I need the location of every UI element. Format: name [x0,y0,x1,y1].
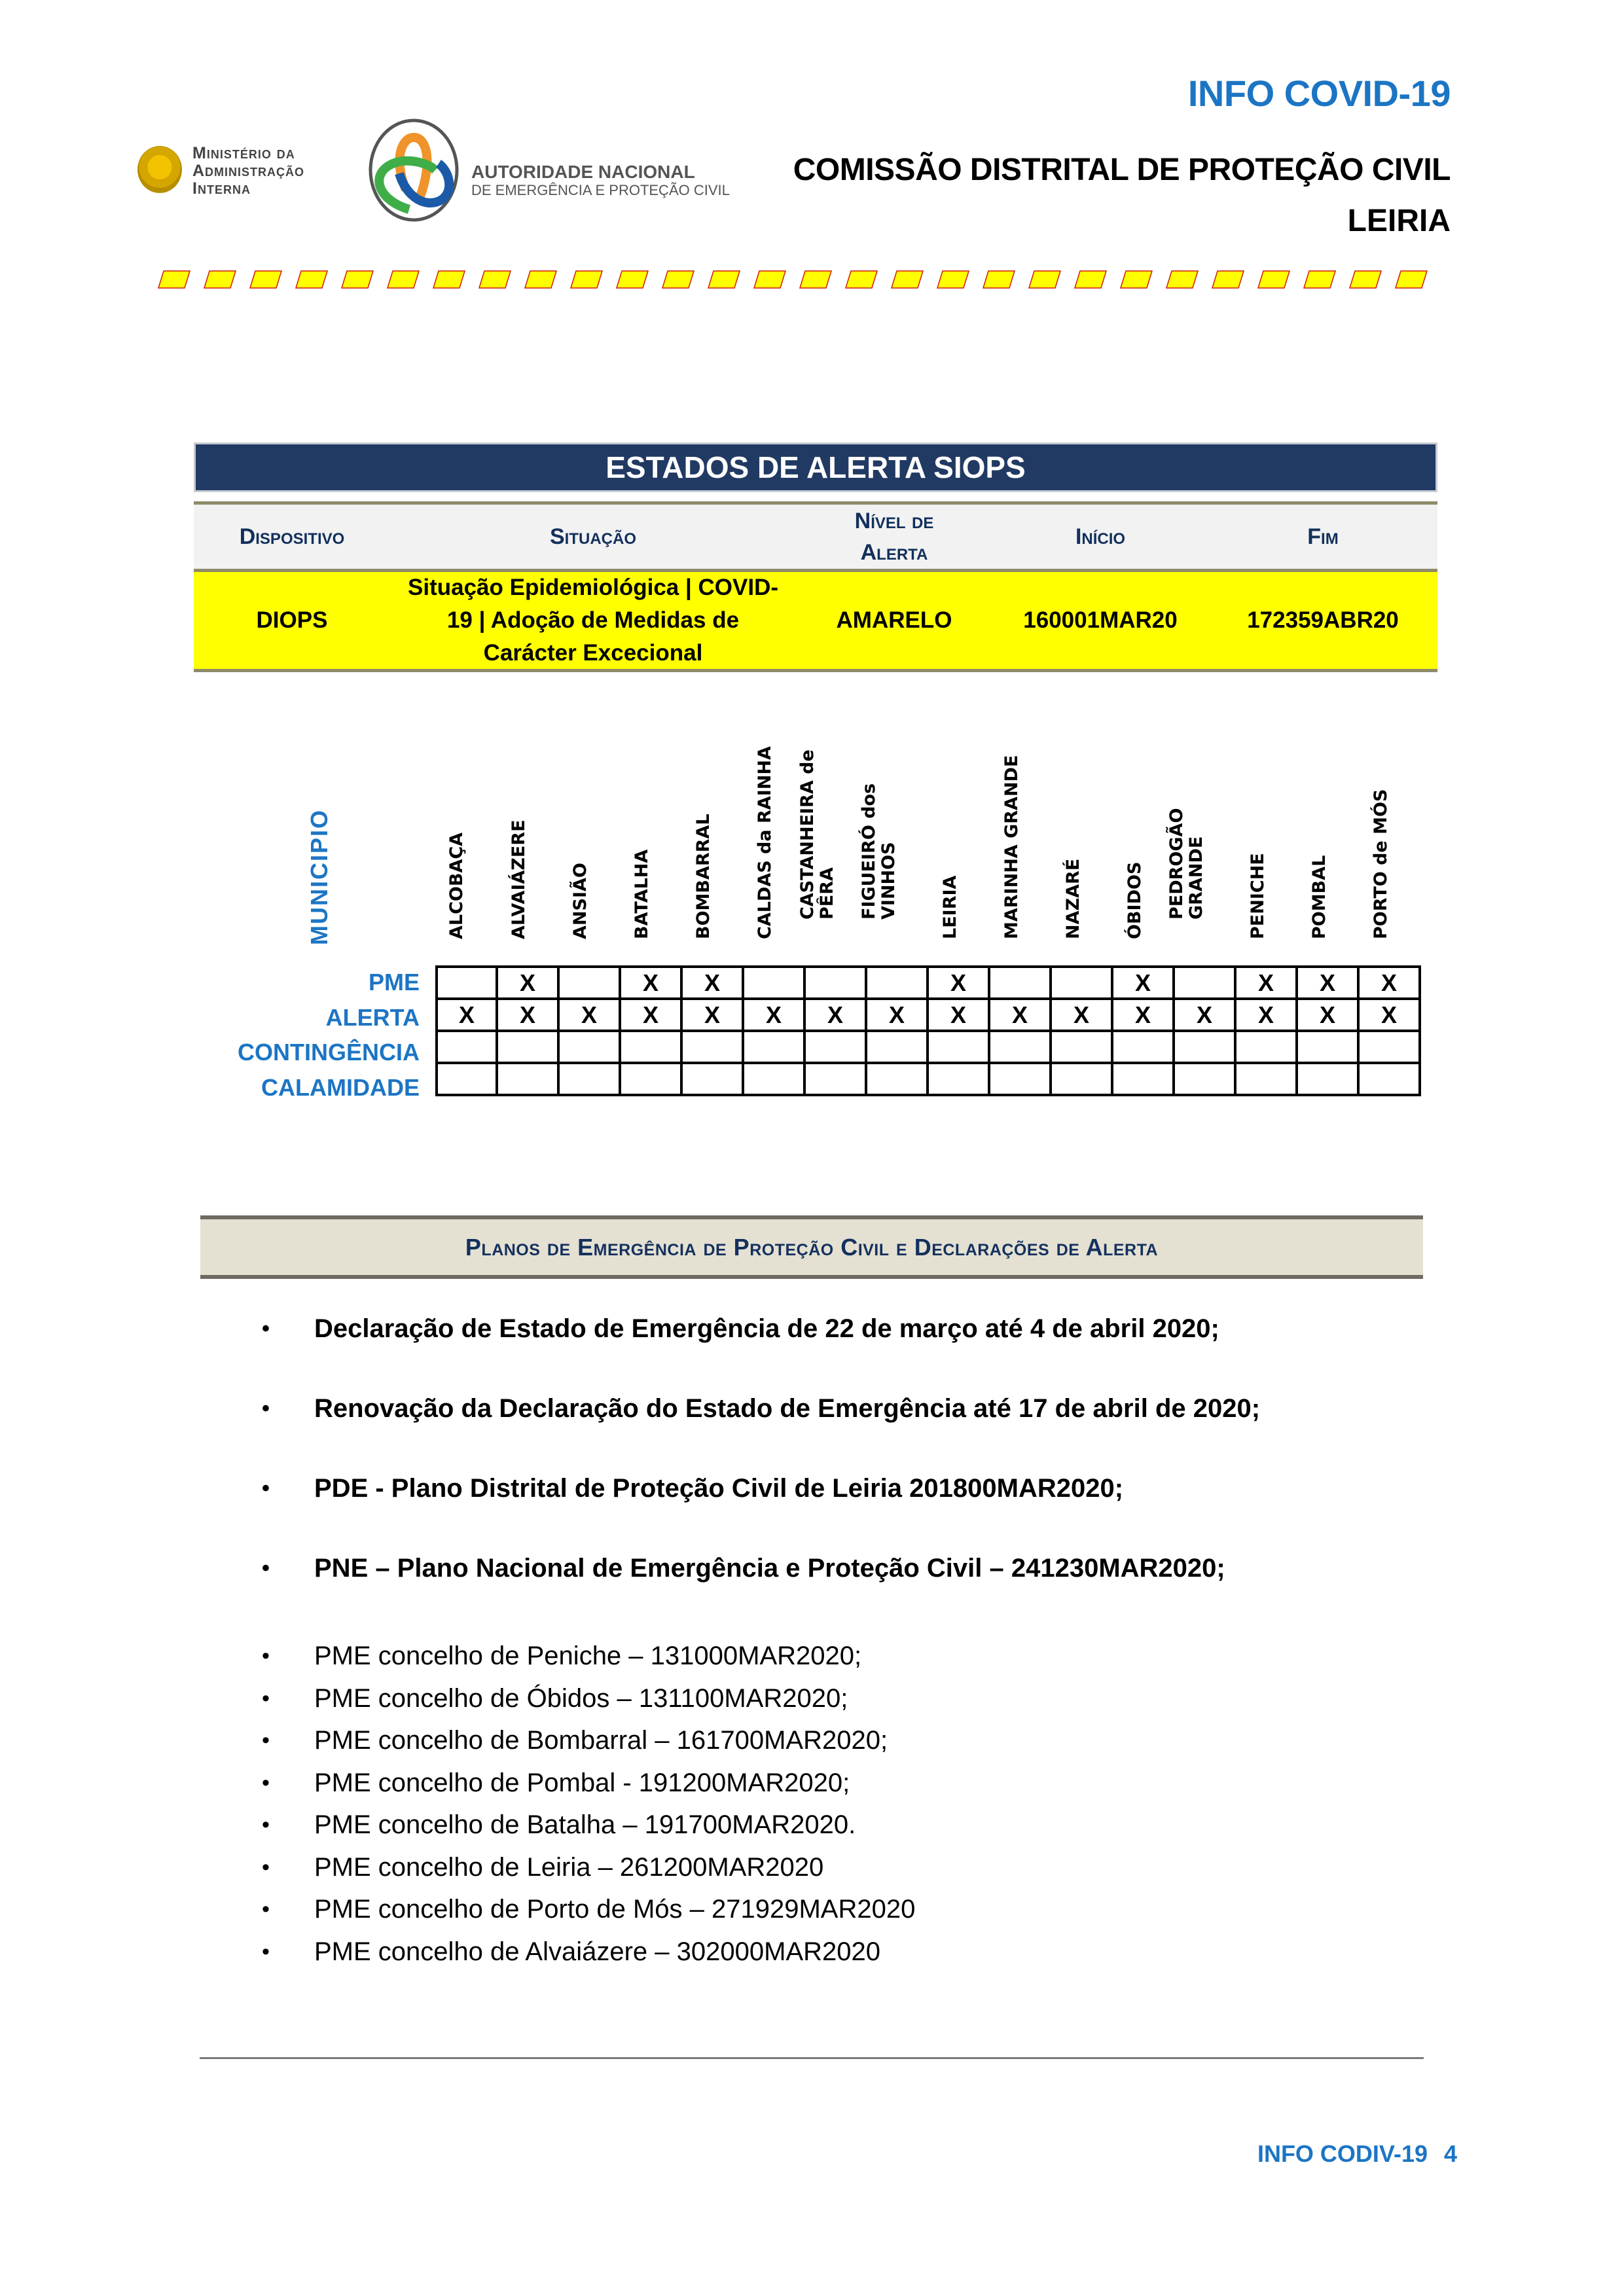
pme-text: PME concelho de Porto de Mós – 271929MAR2020 [314,1895,916,1924]
coat-of-arms-icon [137,146,182,193]
column-header [498,766,560,959]
siops-alert-table [194,442,1437,672]
grid-cell [1051,1063,1112,1095]
column-header-label: BOMBARRAL [693,814,714,939]
siops-title: ESTADOS DE ALERTA SIOPS [194,442,1437,492]
grid-cell: X [558,999,620,1031]
column-header [435,766,498,959]
grid-cell [743,1063,804,1095]
header-situacao: Situação [549,524,636,549]
header-inicio: Início [1075,524,1126,549]
declaration-text: PDE - Plano Distrital de Proteção Civil de Leiria 201800MAR2020; [314,1474,1124,1503]
planos-title: Planos de Emergência de Proteção Civil e Declarações de Alerta [465,1233,1159,1261]
siops-header-row [194,505,1437,572]
grid-cell: X [1174,999,1235,1031]
pme-item [262,1636,1440,1679]
hazard-stripe [754,271,785,288]
grid-cell [1235,1063,1297,1095]
grid-cell [497,1031,558,1063]
hazard-stripe [433,271,465,288]
grid-cell [866,1063,928,1095]
grid-cell [1112,1063,1174,1095]
pme-text: PME concelho de Óbidos – 131100MAR2020; [314,1683,848,1713]
grid-cell: X [928,967,989,999]
column-header [1053,766,1114,959]
pme-item [262,1679,1440,1721]
grid-cell: X [681,967,743,999]
hazard-stripe [1075,271,1106,288]
situacao-line: 19 | Adoção de Medidas de [446,607,740,633]
column-header-label: ANSIÃO [570,863,591,939]
column-header [1237,766,1299,959]
column-header-label: FIGUEIRÓ dos VINHOS [858,783,899,920]
bullet-icon: • [262,1396,270,1421]
column-header-label: ALVAIÁZERE [509,819,530,939]
info-covid-title: INFO COVID-19 [1187,73,1451,114]
grid-cell [866,1031,928,1063]
grid-cell: X [804,999,866,1031]
grid-cell: X [1358,999,1420,1031]
column-header-label: PORTO de MÓS [1371,789,1392,939]
grid-cell [1235,1031,1297,1063]
hazard-stripe [1121,271,1152,288]
grid-row [437,1063,1420,1095]
grid-cell [620,1031,681,1063]
column-header-label: MARINHA GRANDE [1001,755,1022,939]
grid-cell [558,1031,620,1063]
page-number: 4 [1443,2140,1457,2167]
grid-cell: X [989,999,1051,1031]
grid-cell [620,1063,681,1095]
hazard-stripe [1212,271,1244,288]
hazard-stripe [892,271,923,288]
grid-cell [1297,1031,1358,1063]
column-header-label: PEDROGÃO GRANDE [1166,808,1207,920]
bullet-icon: • [262,1728,270,1753]
municipality-status-grid [435,965,1421,1096]
column-header-label: LEIRIA [939,875,960,939]
logo-anepc [367,118,733,223]
bullet-icon: • [262,1770,270,1795]
column-header-label: ÓBIDOS [1125,861,1146,939]
row-label: CONTINGÊNCIA [238,1039,420,1066]
grid-cell [804,1031,866,1063]
municipio-label [293,808,346,946]
header-nivel-alerta [796,505,992,569]
hazard-stripe [525,271,556,288]
hazard-stripe [388,271,419,288]
grid-cell: X [1112,999,1174,1031]
grid-cell [681,1063,743,1095]
hazard-stripe [1258,271,1290,288]
header-fim: Fim [1307,524,1339,549]
declaration-item [262,1549,1440,1628]
grid-cell [1358,1031,1420,1063]
pme-item [262,1890,1440,1932]
pme-item [262,1721,1440,1763]
cell-situacao [390,572,796,669]
pme-item [262,1805,1440,1848]
footer-divider [200,2057,1424,2059]
column-header-label: ALCOBAÇA [446,832,467,939]
hazard-stripe [1166,271,1198,288]
planos-section-header [200,1215,1423,1279]
bullet-icon: • [262,1897,270,1922]
grid-cell [1051,967,1112,999]
column-header-label: PENICHE [1248,853,1269,939]
hazard-stripe [983,271,1015,288]
declaration-item [262,1469,1440,1549]
grid-cell: X [928,999,989,1031]
declaration-text: Declaração de Estado de Emergência de 22 de março até 4 de abril 2020; [314,1314,1219,1343]
column-header [621,766,683,959]
grid-cell [1051,1031,1112,1063]
logo-mai-line: Administração [192,162,305,180]
grid-cell: X [866,999,928,1031]
grid-cell: X [1112,967,1174,999]
grid-cell [437,967,497,999]
declaration-item [262,1309,1440,1389]
grid-cell: X [497,999,558,1031]
grid-cell [743,967,804,999]
grid-cell: X [620,967,681,999]
grid-cell [558,1063,620,1095]
hazard-stripe [662,271,694,288]
grid-cell: X [1358,967,1420,999]
declaration-item [262,1389,1440,1469]
grid-cell [437,1063,497,1095]
logo-mai-line: Ministério da [192,144,295,162]
grid-cell: X [681,999,743,1031]
grid-row [437,967,1420,999]
grid-cell [681,1031,743,1063]
situacao-line: Carácter Excecional [483,640,703,666]
hazard-stripe [1029,271,1060,288]
hazard-stripe [571,271,602,288]
header-nivel-line: Alerta [860,540,928,565]
hazard-stripe [846,271,877,288]
column-header [929,766,991,959]
grid-cell: X [437,999,497,1031]
grid-cell [804,967,866,999]
municipio-label-text: MUNICIPIO [306,808,333,946]
hazard-stripe [250,271,281,288]
district-title: LEIRIA [1347,204,1451,238]
bullet-icon: • [262,1685,270,1711]
grid-cell [1358,1063,1420,1095]
grid-cell [743,1031,804,1063]
pme-text: PME concelho de Alvaiázere – 302000MAR2020 [314,1937,880,1966]
grid-cell [1174,1031,1235,1063]
grid-row [437,999,1420,1031]
bullet-icon: • [262,1939,270,1964]
grid-cell [1174,1063,1235,1095]
pme-text: PME concelho de Leiria – 261200MAR2020 [314,1852,824,1882]
bullet-icon: • [262,1476,270,1501]
bullet-icon: • [262,1643,270,1668]
grid-cell [928,1063,989,1095]
pme-text: PME concelho de Pombal - 191200MAR2020; [314,1768,850,1797]
column-header-label: CASTANHEIRA de PÊRA [797,749,837,920]
grid-cell: X [743,999,804,1031]
hazard-stripe [158,271,190,288]
grid-cell [437,1031,497,1063]
row-label: PME [368,969,420,996]
grid-cell: X [1297,967,1358,999]
declaration-text: Renovação da Declaração do Estado de Emergência até 17 de abril de 2020; [314,1394,1261,1423]
siops-data-row [194,572,1437,669]
hazard-stripe [708,271,740,288]
footer-title: INFO CODIV-19 [1257,2140,1428,2167]
row-label: ALERTA [325,1003,420,1031]
cell-inicio: 160001MAR20 [1023,607,1178,633]
column-header [1166,766,1237,959]
cell-fim: 172359ABR20 [1247,607,1399,633]
column-header [560,766,621,959]
situacao-line: Situação Epidemiológica | COVID- [408,575,778,600]
logo-mai-line: Interna [192,179,251,198]
grid-cell [804,1063,866,1095]
grid-cell [1112,1031,1174,1063]
grid-cell [989,1063,1051,1095]
grid-cell [1297,1063,1358,1095]
hazard-stripe-divider [157,270,1440,289]
grid-cell [558,967,620,999]
pme-list [262,1636,1440,1974]
grid-cell [1174,967,1235,999]
grid-row [437,1031,1420,1063]
column-header [683,766,744,959]
pme-item [262,1763,1440,1806]
hazard-stripe [1350,271,1381,288]
column-header-label: CALDAS da RAINHA [755,746,776,939]
hazard-stripe [617,271,648,288]
row-label: CALAMIDADE [261,1073,420,1101]
bullet-icon: • [262,1556,270,1581]
grid-cell: X [1297,999,1358,1031]
logo-ministerio-administracao-interna [137,141,334,200]
cell-dispositivo: DIOPS [256,607,328,633]
grid-cell: X [1235,967,1297,999]
hazard-stripe [342,271,373,288]
bullet-icon: • [262,1854,270,1880]
header-nivel-line: Nível de [854,509,934,533]
column-header [1299,766,1360,959]
column-header [991,755,1053,959]
grid-cell: X [620,999,681,1031]
grid-cell: X [1235,999,1297,1031]
hazard-stripe [204,271,236,288]
cell-nivel: AMARELO [836,607,952,633]
declaration-text: PNE – Plano Nacional de Emergência e Proteção Civil – 241230MAR2020; [314,1554,1225,1583]
grid-cell [989,967,1051,999]
hazard-stripe [296,271,327,288]
commission-title: COMISSÃO DISTRITAL DE PROTEÇÃO CIVIL [793,152,1451,187]
hazard-stripe [800,271,831,288]
grid-cell [928,1031,989,1063]
grid-cell [989,1031,1051,1063]
declarations-list [262,1309,1440,1628]
pme-text: PME concelho de Bombarral – 161700MAR2020; [314,1726,888,1755]
logo-anepc-line1: AUTORIDADE NACIONAL [471,162,695,182]
anepc-rings-icon [367,118,465,223]
pme-text: PME concelho de Peniche – 131000MAR2020; [314,1641,862,1670]
column-header [1360,766,1422,959]
hazard-stripe [937,271,969,288]
logo-anepc-line2: DE EMERGÊNCIA E PROTEÇÃO CIVIL [471,182,730,198]
hazard-stripe [1396,271,1427,288]
grid-cell: X [1051,999,1112,1031]
hazard-stripe [479,271,511,288]
bullet-icon: • [262,1812,270,1837]
hazard-stripe [1304,271,1335,288]
grid-cell: X [497,967,558,999]
grid-cell [866,967,928,999]
column-header-label: BATALHA [632,849,653,939]
header-dispositivo: Dispositivo [239,524,345,549]
column-header-label: NAZARÉ [1062,858,1083,939]
bullet-icon: • [262,1316,270,1341]
column-header-label: POMBAL [1309,855,1330,939]
pme-item [262,1932,1440,1975]
pme-item [262,1848,1440,1890]
column-header [858,766,929,959]
logo-mai-text [192,145,304,198]
pme-text: PME concelho de Batalha – 191700MAR2020. [314,1810,856,1839]
grid-cell [497,1063,558,1095]
